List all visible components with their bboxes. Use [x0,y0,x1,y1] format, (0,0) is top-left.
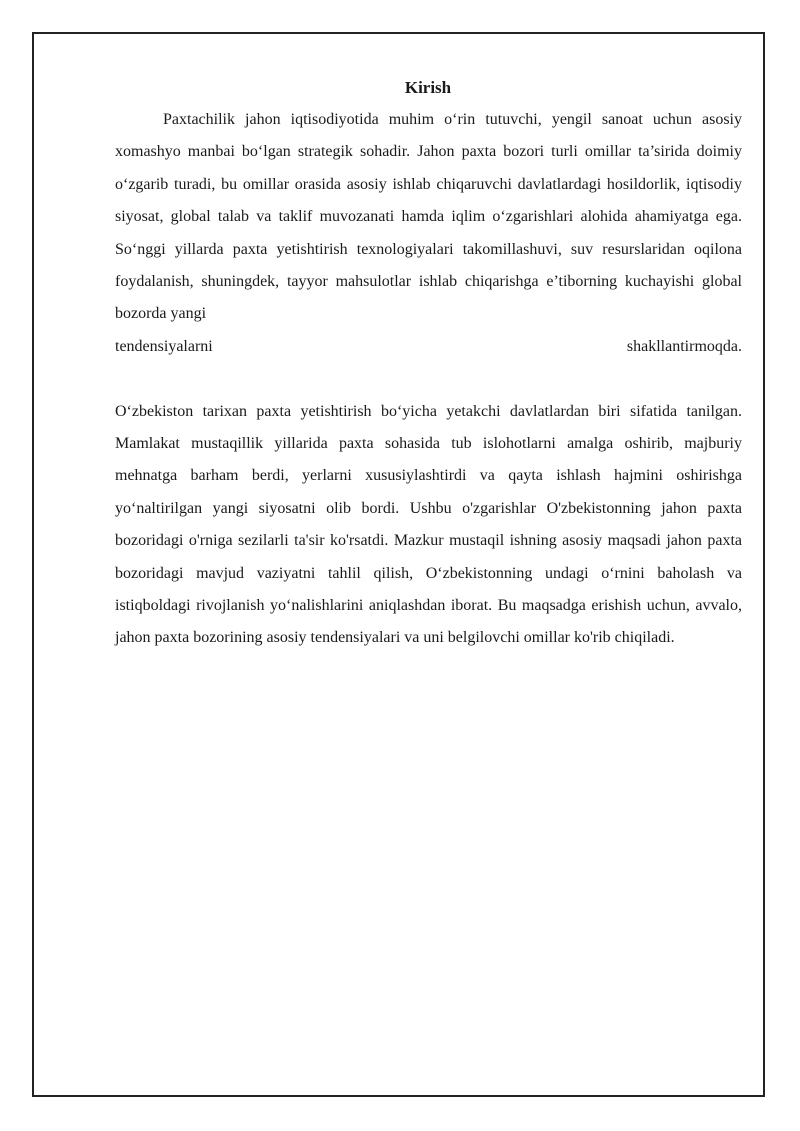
paragraph-intro-last-word-right: shakllantirmoqda. [626,337,742,355]
paragraph-intro-text: Paxtachilik jahon iqtisodiyotida muhim o‘rin tutuvchi, yengil sanoat uchun asosiy xomashyo manbai bo‘lgan strategik sohadir. Jahon paxta bozori turli omillar ta’sirida doimiy o‘zgarib turadi, bu omillar orasida asosiy ishlab chiqaruvchi davlatlardagi hosildorlik, iqtisodiy siyosat, global talab va taklif muvozanati hamda iqlim o‘zgarishlari alohida ahamiyatga ega. So‘nggi yillarda paxta yetishtirish texnologiyalari takomillashuvi, suv resurslaridan oqilona foydalanish, shuningdek, tayyor mahsulotlar ishlab chiqarishga e’tiborning kuchayishi global bozorda yangi [115,111,742,323]
paragraph-intro-last-word-left: tendensiyalarni [115,337,213,355]
document-heading: Kirish [404,78,452,97]
paragraph-spacer [115,363,742,395]
document-body [115,104,742,655]
paragraph-intro-last-line [115,331,742,363]
paragraph-intro [115,104,742,331]
paragraph-uzbekistan: O‘zbekiston tarixan paxta yetishtirish bo‘yicha yetakchi davlatlardan biri sifatida tanilgan. Mamlakat mustaqillik yillarida paxta sohasida tub islohotlarni amalga oshirib, majburiy mehnatga barham berdi, yerlarni xususiylashtirdi va qayta ishlash hajmini oshirishga yo‘naltirilgan yangi siyosatni olib bordi. Ushbu o'zgarishlar O'zbekistonning jahon paxta bozoridagi o'rniga sezilarli ta'sir ko'rsatdi. Mazkur mustaqil ishning asosiy maqsadi jahon paxta bozoridagi mavjud vaziyatni tahlil qilish, O‘zbekistonning undagi o‘rnini baholash va istiqboldagi rivojlanish yo‘nalishlarini aniqlashdan iborat. Bu maqsadga erishish uchun, avvalo, jahon paxta bozorining asosiy tendensiyalari va uni belgilovchi omillar ko'rib chiqiladi. [115,402,742,647]
